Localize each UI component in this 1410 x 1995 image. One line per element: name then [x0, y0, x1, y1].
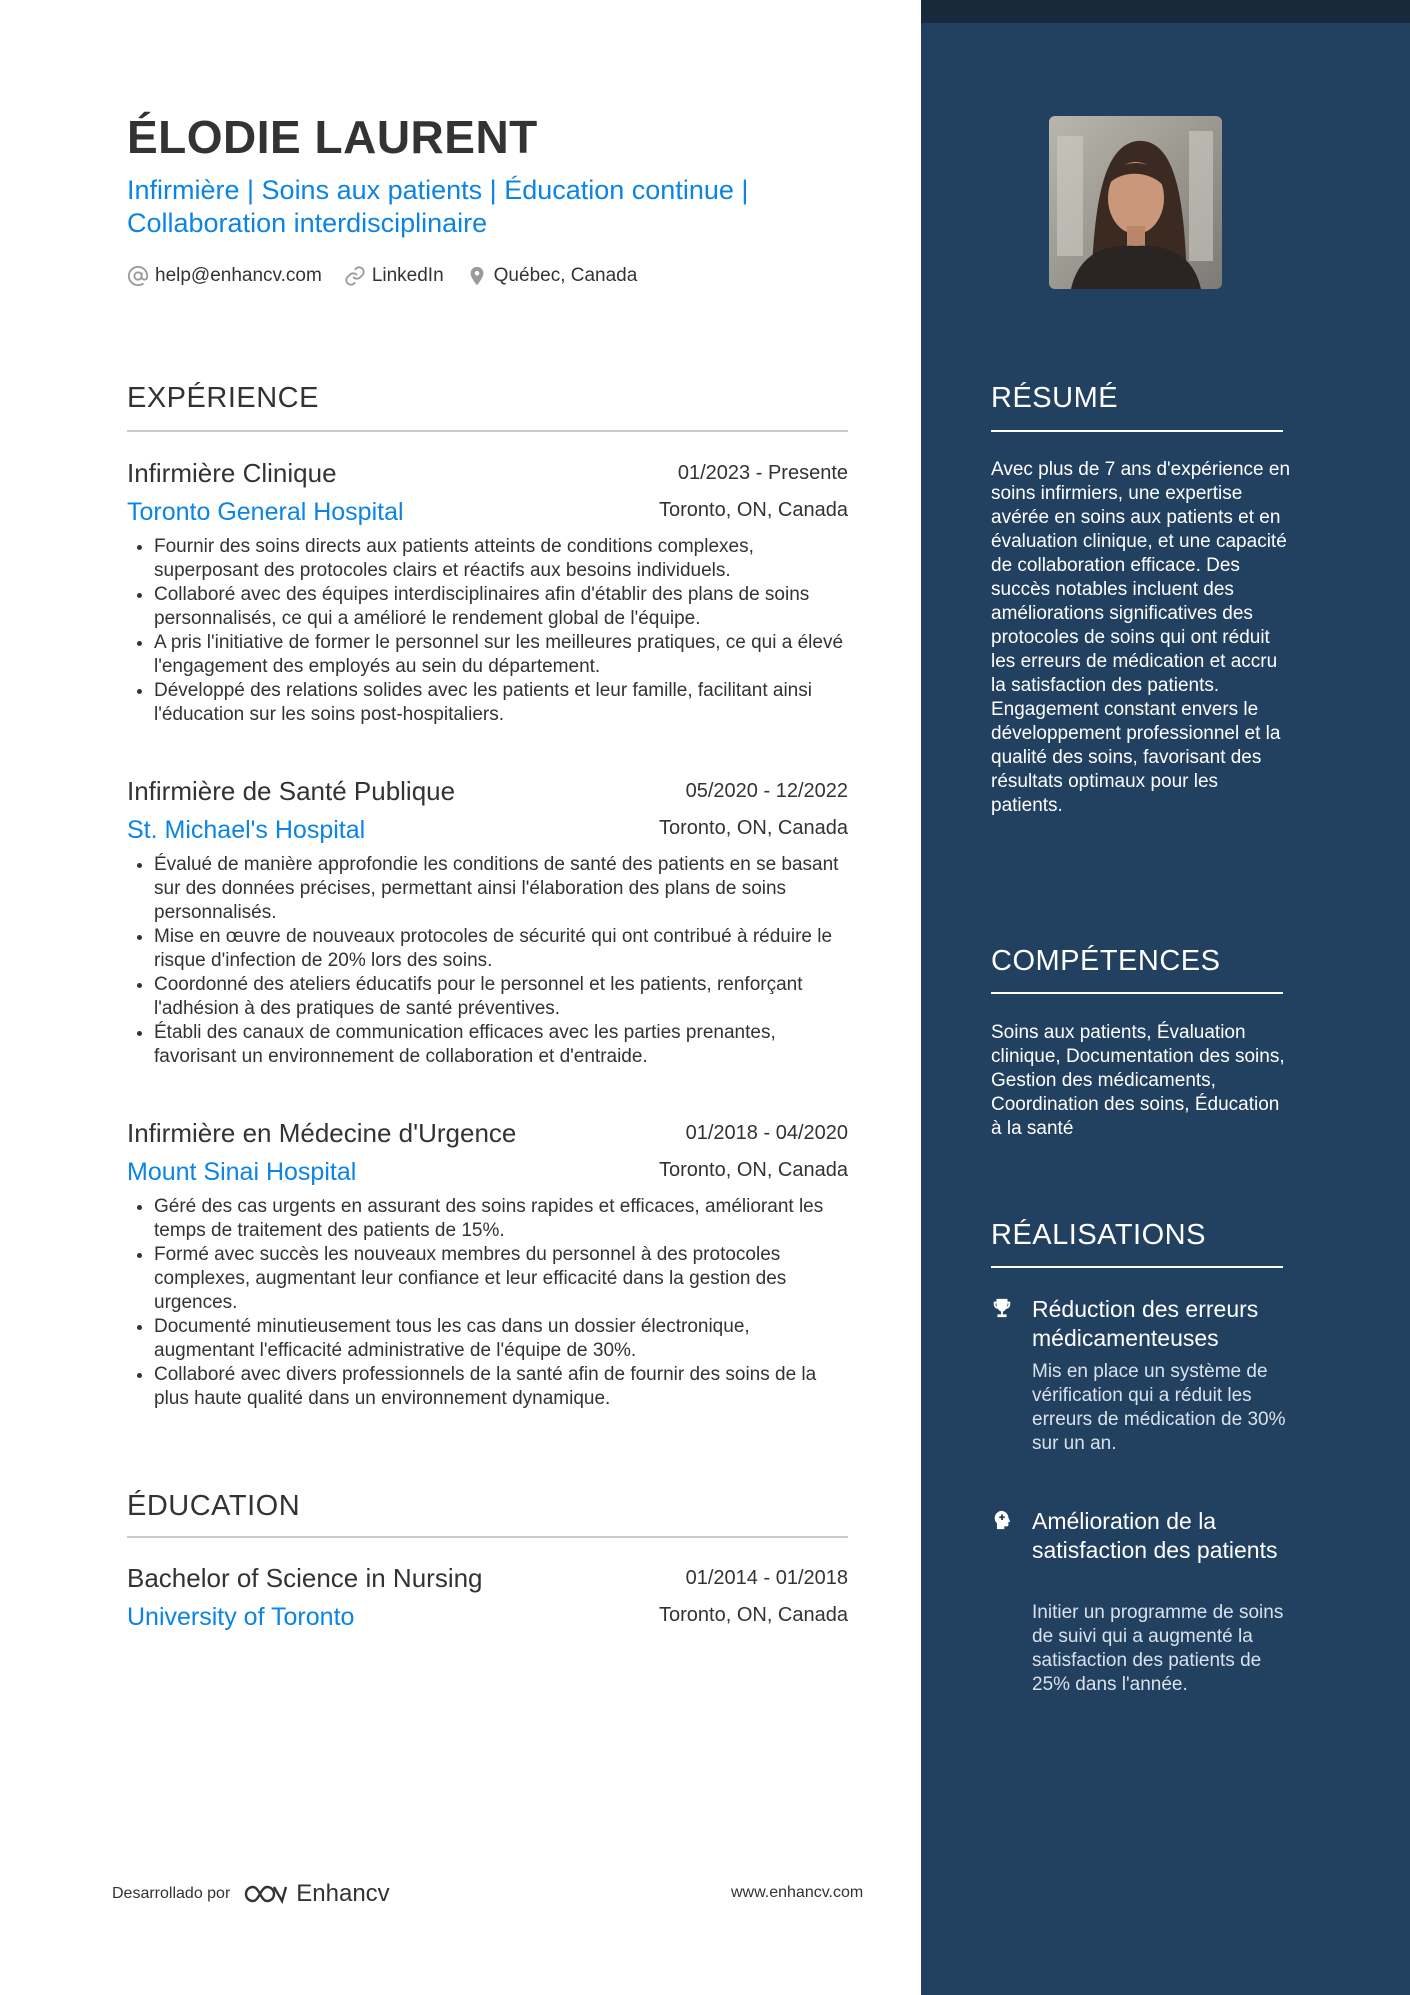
job-company: Mount Sinai Hospital [127, 1158, 357, 1186]
footer-brand [112, 1880, 390, 1908]
footer-website[interactable]: www.enhancv.com [731, 1884, 864, 1901]
job-bullet: • Mise en œuvre de nouveaux protocoles de sécurité qui ont contribué à réduire le risque d'infection de 20% lors des soins. [154, 925, 848, 973]
achievement-title: Réduction des erreurs médicamenteuses [1032, 1296, 1259, 1351]
achievements-title: RÉALISATIONS [991, 1219, 1206, 1251]
job-title: Infirmière Clinique [127, 458, 337, 488]
powered-by-text: Desarrollado por [112, 1885, 231, 1902]
job-company: St. Michael's Hospital [127, 816, 366, 844]
contact-email[interactable] [127, 265, 322, 287]
trophy-icon [991, 1297, 1013, 1319]
location-pin-icon [466, 265, 488, 287]
profile-photo [1049, 116, 1222, 289]
education-divider [127, 1536, 848, 1538]
job-bullet: • Collaboré avec divers professionnels de la santé afin de fournir des soins de la plus haute qualité dans un environnement dynamique. [154, 1363, 848, 1411]
education-dates: 01/2014 - 01/2018 [685, 1567, 848, 1589]
job-dates: 01/2023 - Presente [677, 462, 848, 484]
contact-location [466, 265, 638, 287]
job-bullets [127, 853, 848, 1069]
sidebar-top-bar [921, 0, 1410, 23]
experience-divider [127, 430, 848, 432]
skills-title: COMPÉTENCES [991, 945, 1221, 977]
job-title: Infirmière de Santé Publique [127, 776, 456, 806]
job-bullet: • Fournir des soins directs aux patients atteints de conditions complexes, superposant des protocoles clairs et réactifs aux besoins individuels. [154, 535, 848, 583]
job-dates: 05/2020 - 12/2022 [685, 780, 848, 802]
job-bullet: • Collaboré avec des équipes interdisciplinaires afin d'établir des plans de soins personnalisés, ce qui a amélioré le rendement global de l'équipe. [154, 583, 848, 631]
job-entry [127, 458, 848, 727]
candidate-tagline: Infirmière | Soins aux patients | Éducation continue | Collaboration interdisciplinaire [127, 175, 749, 238]
job-entry [127, 1118, 848, 1411]
job-bullet: • Développé des relations solides avec les patients et leur famille, facilitant ainsi l'éducation sur les soins post-hospitaliers. [154, 679, 848, 727]
at-icon [127, 265, 149, 287]
job-bullets [127, 535, 848, 727]
achievement-description: Initier un programme de soins de suivi qui a augmenté la satisfaction des patients de 25% dans l'année. [1032, 1602, 1284, 1695]
job-bullet: • Formé avec succès les nouveaux membres du personnel à des protocoles complexes, augmentant leur confiance et leur efficacité dans la gestion des urgences. [154, 1243, 848, 1315]
job-bullet: • Documenté minutieusement tous les cas dans un dossier électronique, augmentant l'efficacité administrative de l'équipe de 30%. [154, 1315, 848, 1363]
education-degree: Bachelor of Science in Nursing [127, 1563, 483, 1593]
summary-divider [991, 430, 1283, 432]
job-bullet: • Coordonné des ateliers éducatifs pour le personnel et les patients, renforçant l'adhésion à des pratiques de santé préventives. [154, 973, 848, 1021]
job-location: Toronto, ON, Canada [659, 817, 848, 839]
contact-linkedin-text: LinkedIn [371, 265, 444, 286]
job-location: Toronto, ON, Canada [659, 499, 848, 521]
achievements-divider [991, 1266, 1283, 1268]
job-bullets [127, 1195, 848, 1411]
summary-title: RÉSUMÉ [991, 382, 1119, 414]
education-title: ÉDUCATION [127, 1490, 301, 1522]
achievement-title: Amélioration de la satisfaction des patients [1032, 1508, 1278, 1563]
head-brain-icon [991, 1509, 1013, 1531]
contact-email-text: help@enhancv.com [155, 265, 322, 286]
education-school: University of Toronto [127, 1603, 355, 1631]
job-dates: 01/2018 - 04/2020 [685, 1122, 848, 1144]
skills-text: Soins aux patients, Évaluation clinique, Documentation des soins, Gestion des médicaments, Coordination des soins, Éducation à la santé [991, 1022, 1285, 1139]
job-company: Toronto General Hospital [127, 498, 404, 526]
skills-divider [991, 992, 1283, 994]
candidate-name: ÉLODIE LAURENT [127, 111, 538, 163]
job-entry [127, 776, 848, 1069]
achievement-description: Mis en place un système de vérification qui a réduit les erreurs de médication de 30% sur un an. [1032, 1361, 1286, 1454]
job-bullet: • Évalué de manière approfondie les conditions de santé des patients en se basant sur des données précises, permettant ainsi l'élaboration des plans de soins personnalisés. [154, 853, 848, 925]
job-bullet: • Établi des canaux de communication efficaces avec les parties prenantes, favorisant un environnement de collaboration et d'entraide. [154, 1021, 848, 1069]
summary-text: Avec plus de 7 ans d'expérience en soins infirmiers, une expertise avérée en soins aux patients et en évaluation clinique, et une capacité de collaboration efficace. Des succès notables incluent des améliorations significatives des protocoles de soins qui ont réduit les erreurs de médication et accru la satisfaction des patients. Engagement constant envers le développement professionnel et la qualité des soins, favorisant des résultats optimaux pour les patients. [991, 459, 1291, 816]
experience-title: EXPÉRIENCE [127, 382, 319, 414]
education-location: Toronto, ON, Canada [659, 1604, 848, 1626]
job-location: Toronto, ON, Canada [659, 1159, 848, 1181]
enhancv-logo-icon [242, 1882, 288, 1906]
contact-linkedin[interactable] [344, 265, 444, 287]
job-bullet: • Géré des cas urgents en assurant des soins rapides et efficaces, améliorant les temps de traitement des patients de 15%. [154, 1195, 848, 1243]
education-entry [127, 1563, 848, 1638]
enhancv-brand-name: Enhancv [296, 1880, 390, 1907]
job-bullet: • A pris l'initiative de former le personnel sur les meilleures pratiques, ce qui a élevé l'engagement des employés au sein du département. [154, 631, 848, 679]
link-icon [344, 265, 366, 287]
contact-location-text: Québec, Canada [493, 265, 638, 286]
job-title: Infirmière en Médecine d'Urgence [127, 1118, 517, 1148]
contact-row [127, 265, 659, 287]
